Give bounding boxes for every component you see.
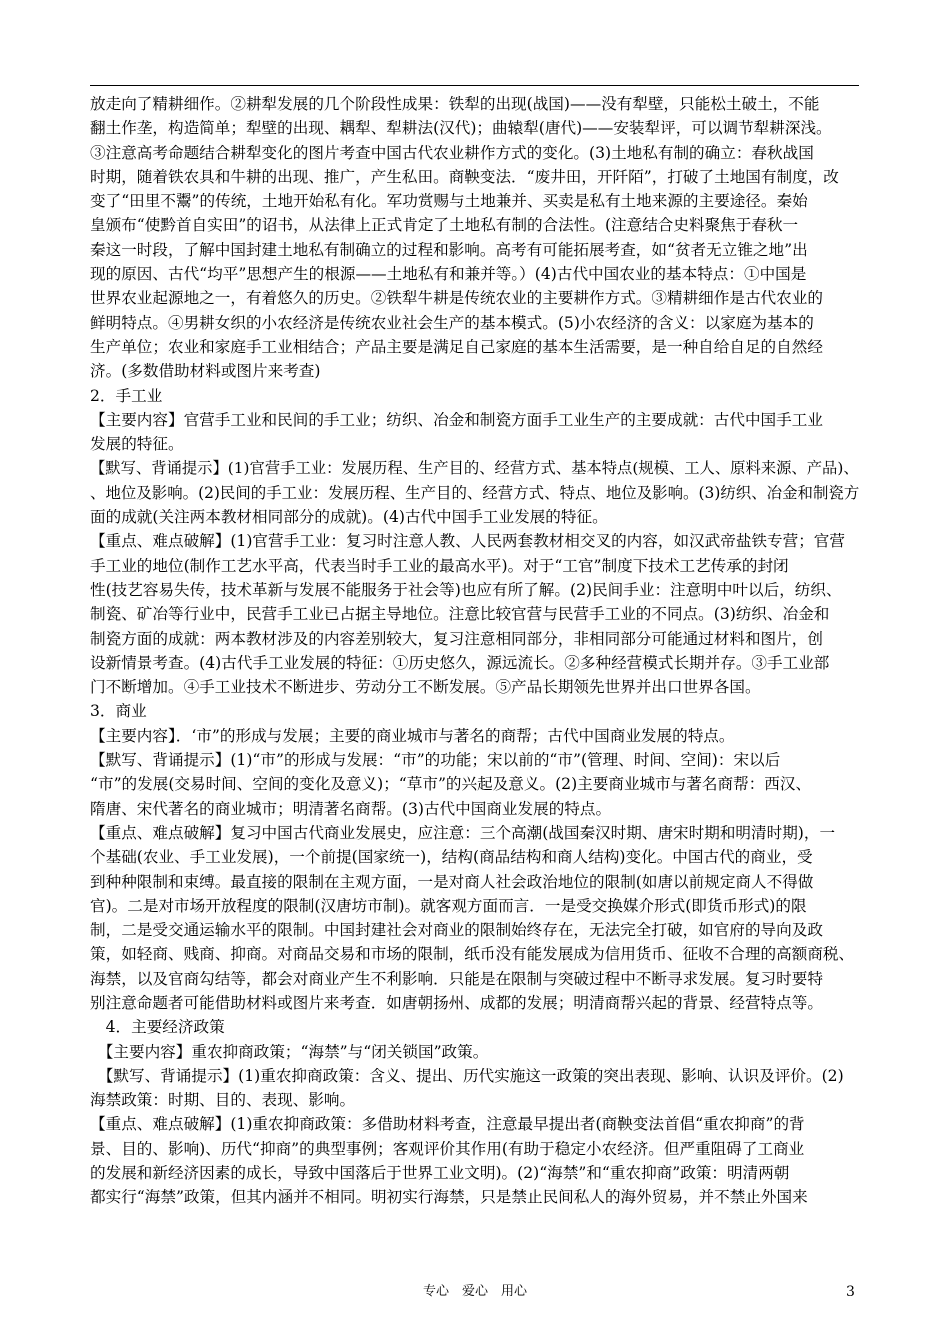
text-line: “市”的发展(交易时间、空间的变化及意义)；“草市”的兴起及意义。(2)主要商业城市与著名商帮：西汉、 [90, 775, 812, 794]
text-line: 的发展和新经济因素的成长，导致中国落后于世界工业文明)。(2)“海禁”和“重农抑商”政策：明清两朝 [90, 1164, 790, 1183]
text-line: 变了“田里不鬻”的传统，土地开始私有化。军功赏赐与土地兼并、买卖是私有土地来源的主要途径。秦始 [90, 192, 808, 211]
text-line: 时期，随着铁农具和牛耕的出现、推广，产生私田。商鞅变法．“废井田，开阡陌”，打破了土地国有制度，改 [90, 167, 839, 186]
text-line: 【主要内容】官营手工业和民间的手工业；纺织、冶金和制瓷方面手工业生产的主要成就：古代中国手工业 [90, 410, 823, 429]
text-line: 【主要内容】．‘市”的形成与发展；主要的商业城市与著名的商帮；古代中国商业发展的特点。 [90, 726, 735, 745]
text-line: 都实行“海禁”政策，但其内涵并不相同。明初实行海禁，只是禁止民间私人的海外贸易，并不禁止外国来 [90, 1188, 808, 1207]
text-line: 生产单位；农业和家庭手工业相结合；产品主要是满足自己家庭的基本生活需要，是一种自给自足的自然经 [90, 337, 823, 356]
text-line: 策，如轻商、贱商、抑商。对商品交易和市场的限制，纸币没有能发展成为信用货币、征收不合理的高额商税、 [90, 945, 855, 964]
text-line: 面的成就(关注两本教材相同部分的成就)。(4)古代中国手工业发展的特征。 [90, 508, 608, 527]
text-line: 现的原因、古代“均平”思想产生的根源——土地私有和兼并等。）(4)古代中国农业的基本特点：①中国是 [90, 265, 807, 284]
text-line: 发展的特征。 [90, 435, 184, 454]
footer-motto: 专心 爱心 用心 [422, 1284, 527, 1299]
text-line: 手工业的地位(制作工艺水平高，代表当时手工业的最高水平)。对于“工官”制度下技术工艺传承的封闭 [90, 556, 789, 575]
text-line: 性(技艺容易失传，技术革新与发展不能服务于社会等)也应有所了解。(2)民间手业：注意明中叶以后，纺织、 [90, 580, 842, 599]
header-rule [90, 85, 859, 86]
text-line: ③注意高考命题结合耕犁变化的图片考查中国古代农业耕作方式的变化。(3)土地私有制的确立：春秋战国 [90, 143, 814, 162]
document-body [90, 92, 859, 1210]
text-line: 海禁政策：时期、目的、表现、影响。 [90, 1091, 356, 1110]
text-line: 放走向了精耕细作。②耕犁发展的几个阶段性成果：铁犁的出现(战国)——没有犁壁，只能松土破土，不能 [90, 95, 820, 113]
text-line: 海禁，以及官商勾结等，都会对商业产生不利影响．只能是在限制与突破过程中不断寻求发展。复习时要特 [90, 969, 823, 988]
text-line: 翻土作垄，构造简单；犁壁的出现、耦犁、犁耕法(汉代)；曲辕犁(唐代)——安装犁评，可以调节犁耕深浅。 [90, 119, 832, 138]
page-number: 3 [846, 1284, 855, 1300]
text-line: 【重点、难点破解】复习中国古代商业发展史，应注意：三个高潮(战国秦汉时期、唐宋时期和明清时期)，一 [90, 823, 836, 842]
text-line: 鲜明特点。④男耕女织的小农经济是传统农业社会生产的基本模式。(5)小农经济的含义：以家庭为基本的 [90, 313, 814, 332]
text-line: 【默写、背诵提示】(1)官营手工业：发展历程、生产目的、经营方式、基本特点(规模、工人、原料来源、产品)、 [90, 459, 859, 478]
text-line: 皇颁布“使黔首自实田”的诏书，从法律上正式肯定了土地私有制的合法性。(注意结合史料聚焦于春秋一 [90, 216, 799, 235]
page-footer [0, 1282, 950, 1306]
text-line: 设新情景考查。(4)古代手工业发展的特征：①历史悠久，源远流长。②多种经营模式长期并存。③手工业部 [90, 653, 830, 672]
text-line: 制瓷方面的成就：两本教材涉及的内容差别较大，复习注意相同部分，非相同部分可能通过材料和图片，创 [90, 629, 823, 648]
text-line: 【重点、难点破解】(1)重农抑商政策：多借助材料考查，注意最早提出者(商鞅变法首倡“重农抑商”的背 [90, 1115, 805, 1134]
text-line: 2．手工业 [90, 386, 163, 405]
text-line: 【重点、难点破解】(1)官营手工业：复习时注意人教、人民两套教材相交叉的内容，如汉武帝盐铁专营；官营 [90, 532, 845, 551]
text-line: 济。(多数借助材料或图片来考查) [90, 362, 321, 381]
text-line: 制，二是受交通运输水平的限制。中国封建社会对商业的限制始终存在，无法完全打破，如官府的导向及政 [90, 921, 823, 940]
text-line: 门不断增加。④手工业技术不断进步、劳动分工不断发展。⑤产品长期领先世界并出口世界各国。 [90, 678, 761, 697]
text-line: 【主要内容】重农抑商政策；“海禁”与“闭关锁国”政策。 [90, 1042, 489, 1061]
text-line: 世界农业起源地之一，有着悠久的历史。②铁犁牛耕是传统农业的主要耕作方式。③精耕细作是古代农业的 [90, 289, 823, 308]
text-line: 4．主要经济政策 [90, 1018, 225, 1037]
text-line: 官)。二是对市场开放程度的限制(汉唐坊市制)。就客观方面而言．一是受交换媒介形式(即货币形式)的限 [90, 896, 807, 915]
text-line: 到种种限制和束缚。最直接的限制在主观方面，一是对商人社会政治地位的限制(如唐以前规定商人不得做 [90, 872, 814, 891]
text-line: 个基础(农业、手工业发展)，一个前提(国家统一)，结构(商品结构和商人结构)变化。中国古代的商业，受 [90, 848, 813, 867]
text-line: 、地位及影响。(2)民间的手工业：发展历程、生产目的、经营方式、特点、地位及影响。(3)纺织、冶金和制瓷方 [90, 483, 859, 502]
text-line: 【默写、背诵提示】(1)“市”的形成与发展：“市”的功能；宋以前的“市”(管理、时间、空间)：宋以后 [90, 751, 781, 770]
text-line: 【默写、背诵提示】(1)重农抑商政策：含义、提出、历代实施这一政策的突出表现、影响、认识及评价。(2) [90, 1066, 844, 1085]
text-line: 别注意命题者可能借助材料或图片来考查．如唐朝扬州、成都的发展；明清商帮兴起的背景、经营特点等。 [90, 993, 823, 1012]
text-line: 隋唐、宋代著名的商业城市；明清著名商帮。(3)古代中国商业发展的特点。 [90, 799, 612, 818]
text-line: 制瓷、矿冶等行业中，民营手工业已占据主导地位。注意比较官营与民营手工业的不同点。(3)纺织、冶金和 [90, 605, 830, 624]
text-line: 景、目的、影响)、历代“抑商”的典型事例；客观评价其作用(有助于稳定小农经济。但严重阻碍了工商业 [90, 1139, 805, 1158]
text-line: 秦这一时段，了解中国封建土地私有制确立的过程和影响。高考有可能拓展考查，如“贫者无立锥之地”出 [90, 240, 808, 259]
text-line: 3．商业 [90, 702, 147, 721]
